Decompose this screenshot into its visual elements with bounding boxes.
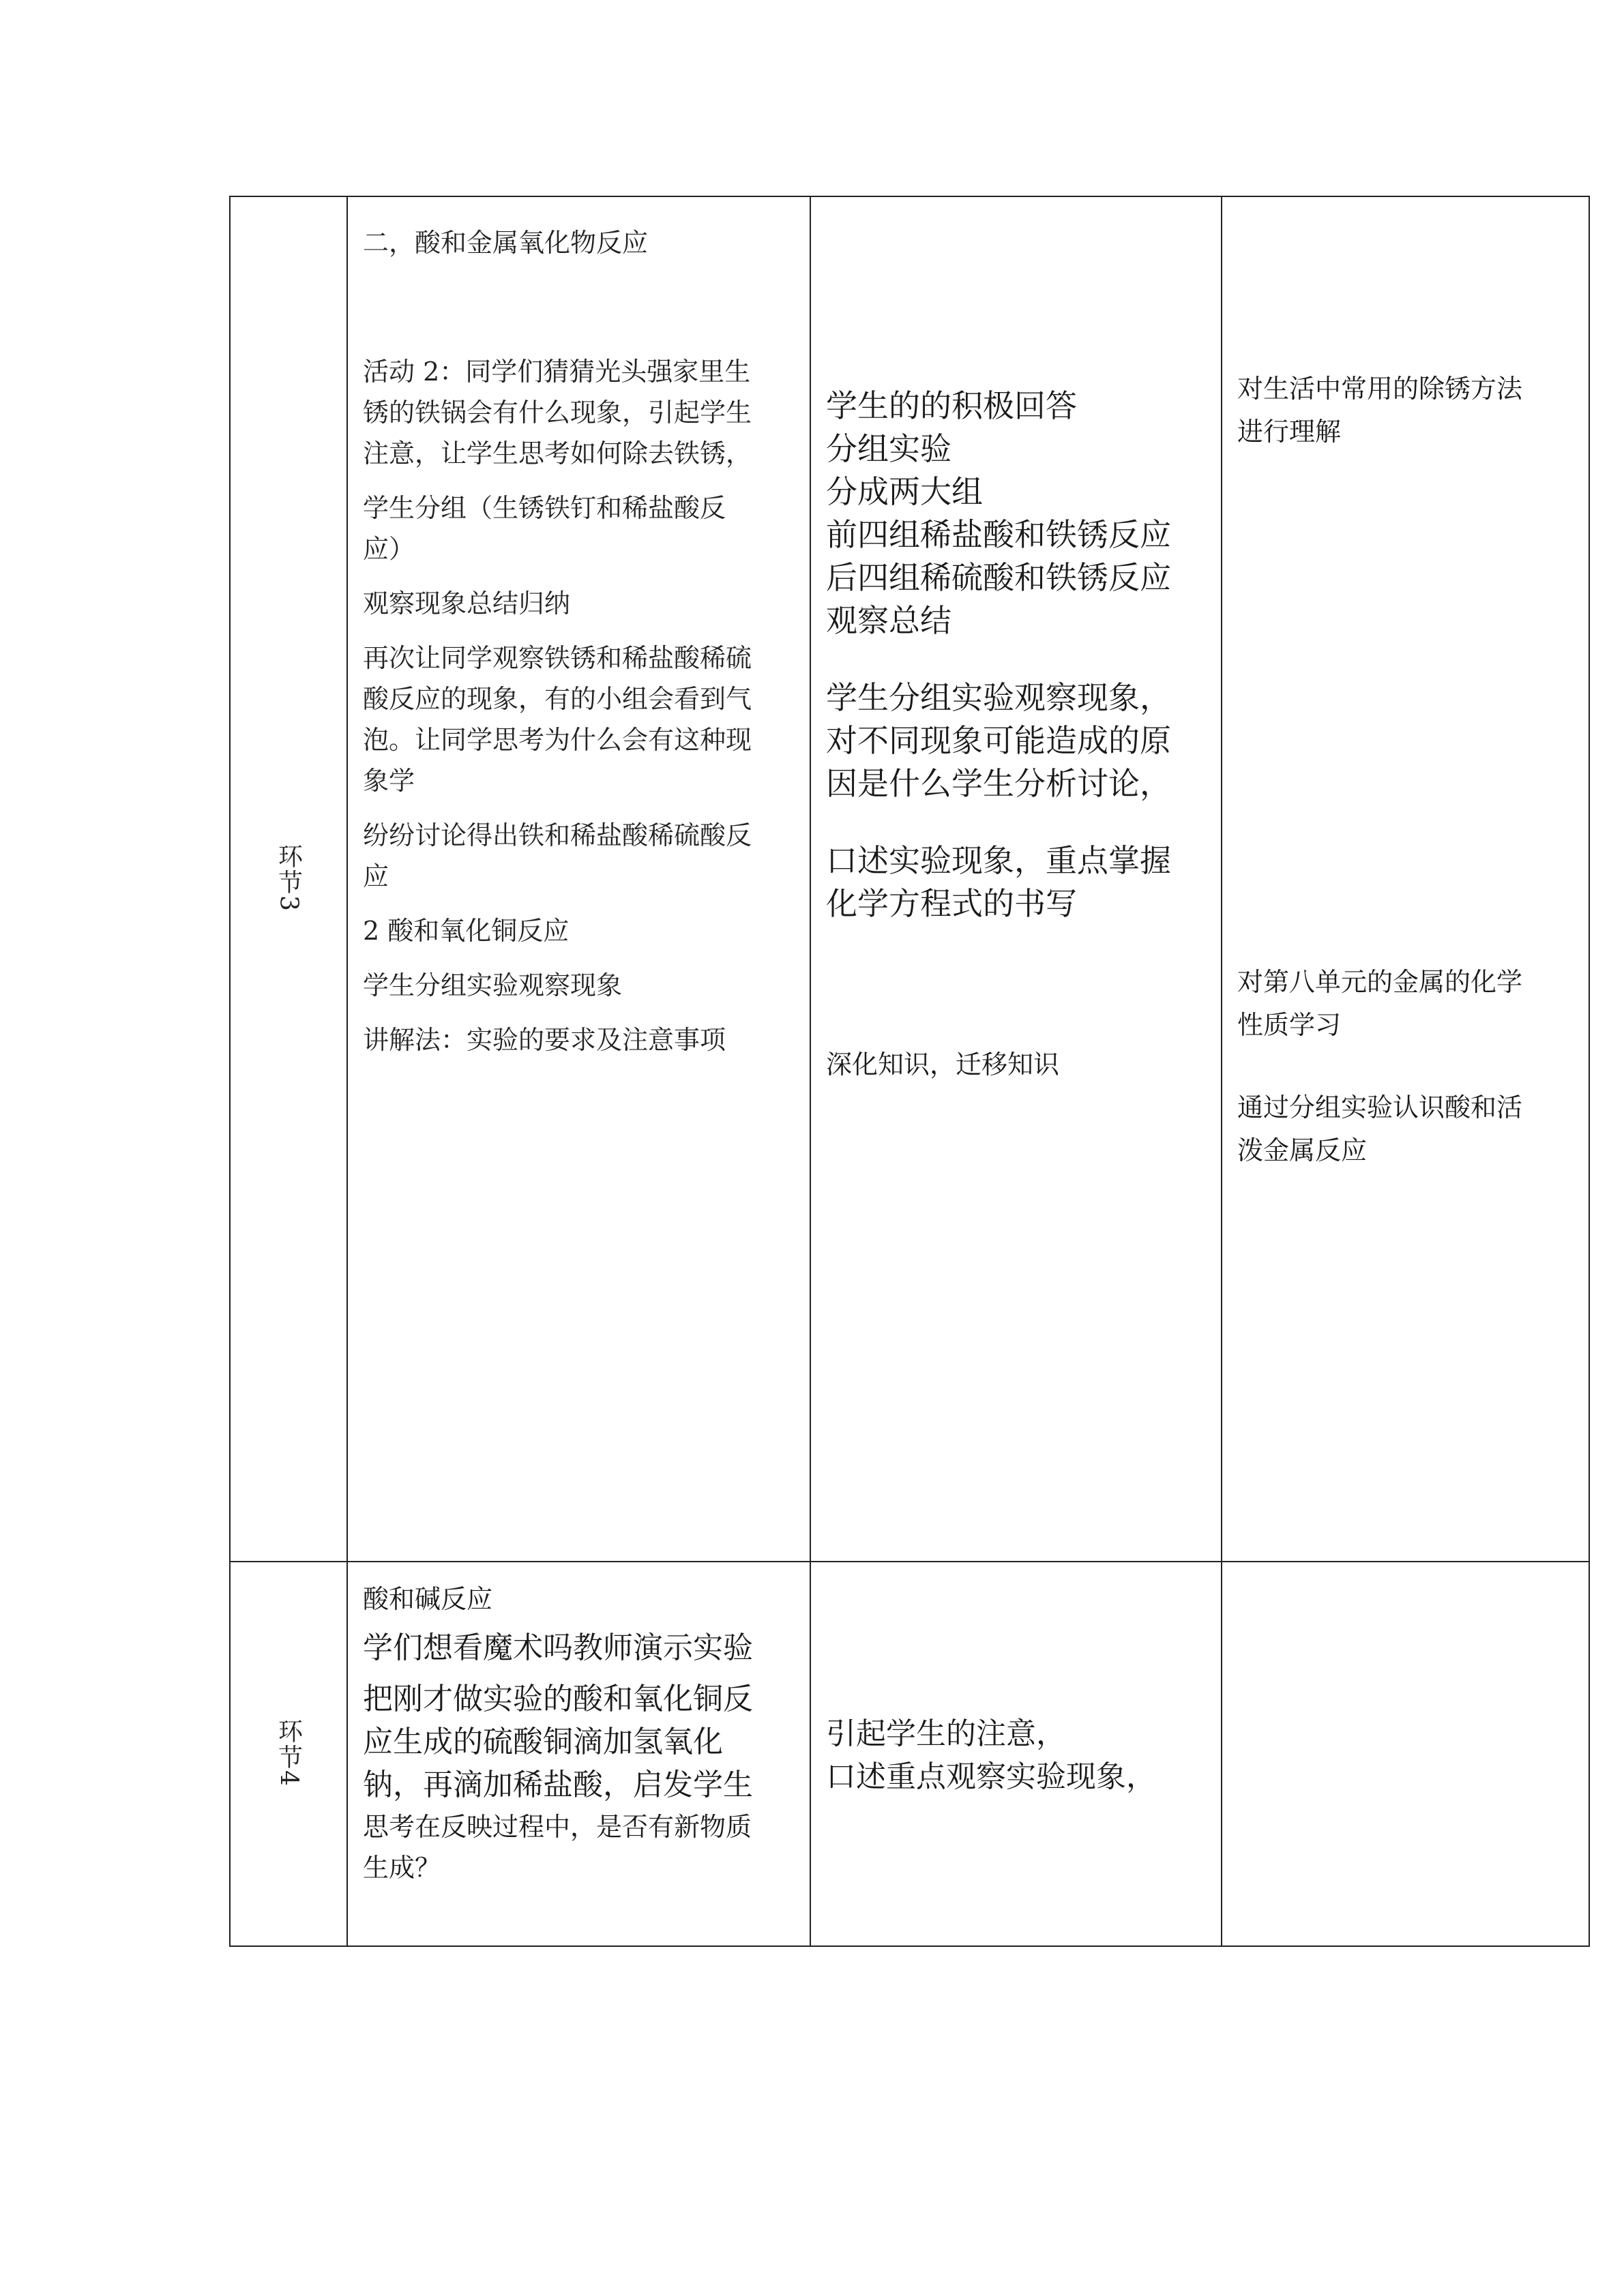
teacher-line: 酸和碱反应 [363, 1584, 493, 1614]
student-line: 引起学生的注意， [826, 1716, 1066, 1751]
intent-line: 对第八单元的金属的化学 [1237, 967, 1523, 997]
teacher-activity-cell [347, 1562, 810, 1946]
student-line: 学生分组实验观察现象， [826, 679, 1171, 716]
teacher-line: 活动 2：同学们猜猜光头强家里生 [363, 357, 751, 387]
teacher-line: 2 酸和氧化铜反应 [363, 916, 570, 946]
design-intent-cell [1222, 196, 1589, 1562]
student-line: 观察总结 [826, 602, 951, 639]
student-line: 学生的的积极回答 [826, 387, 1077, 424]
lesson-plan-table [229, 196, 1590, 1947]
teacher-line: 观察现象总结归纳 [363, 588, 571, 618]
table-row-section-3 [230, 196, 1589, 1562]
student-line: 化学方程式的书写 [826, 885, 1077, 922]
section-label: 环节3 [274, 843, 303, 912]
student-line: 深化知识，迁移知识 [826, 1049, 1060, 1079]
teacher-line: 学生分组（生锈铁钉和稀盐酸反 [363, 493, 726, 523]
student-line: 分组实验 [826, 430, 951, 467]
teacher-activity-cell [347, 196, 810, 1562]
teacher-line: 思考在反映过程中，是否有新物质 [363, 1812, 752, 1842]
teacher-line: 钠，再滴加稀盐酸，启发学生 [363, 1768, 753, 1802]
section-label-cell [230, 1562, 347, 1946]
student-line: 口述重点观察实验现象， [826, 1759, 1156, 1794]
teacher-line: 学生分组实验观察现象 [363, 970, 623, 1000]
teacher-line: 泡。让同学思考为什么会有这种现 [363, 725, 752, 755]
teacher-line: 二，酸和金属氧化物反应 [363, 228, 649, 258]
teacher-line: 锈的铁锅会有什么现象，引起学生 [363, 398, 752, 428]
intent-line: 性质学习 [1237, 1010, 1342, 1040]
intent-line: 泼金属反应 [1237, 1135, 1368, 1165]
section-label-cell [230, 196, 347, 1562]
student-line: 前四组稀盐酸和铁锈反应 [826, 516, 1171, 553]
teacher-line: 再次让同学观察铁锈和稀盐酸稀硫 [363, 643, 752, 673]
intent-line: 对生活中常用的除锈方法 [1237, 374, 1523, 404]
intent-line: 进行理解 [1237, 417, 1342, 447]
teacher-line: 纷纷讨论得出铁和稀盐酸稀硫酸反 [363, 820, 752, 850]
student-line: 对不同现象可能造成的原 [826, 722, 1171, 759]
teacher-line: 应生成的硫酸铜滴加氢氧化 [363, 1725, 723, 1759]
student-activity-cell [810, 1562, 1222, 1946]
student-line: 因是什么学生分析讨论， [826, 765, 1171, 802]
student-activity-cell [810, 196, 1222, 1562]
teacher-line: 应 [363, 861, 389, 891]
teacher-line: 生成？ [363, 1853, 441, 1883]
table-row-section-4 [230, 1562, 1589, 1946]
teacher-line: 注意，让学生思考如何除去铁锈， [363, 438, 752, 468]
teacher-line: 酸反应的现象，有的小组会看到气 [363, 684, 752, 714]
teacher-line: 讲解法：实验的要求及注意事项 [363, 1025, 726, 1055]
design-intent-cell [1222, 1562, 1589, 1946]
lesson-plan-table-page [229, 196, 1589, 1947]
intent-line: 通过分组实验认识酸和活 [1237, 1092, 1523, 1122]
teacher-line: 把刚才做实验的酸和氧化铜反 [363, 1682, 753, 1716]
student-line: 后四组稀硫酸和铁锈反应 [826, 559, 1171, 596]
student-line: 口述实验现象，重点掌握 [826, 842, 1171, 879]
teacher-line: 应） [363, 534, 415, 564]
section-label: 环节4 [274, 1718, 303, 1787]
teacher-line: 象学 [363, 766, 415, 796]
student-line: 分成两大组 [826, 473, 983, 510]
teacher-line: 学们想看魔术吗教师演示实验 [363, 1630, 753, 1665]
